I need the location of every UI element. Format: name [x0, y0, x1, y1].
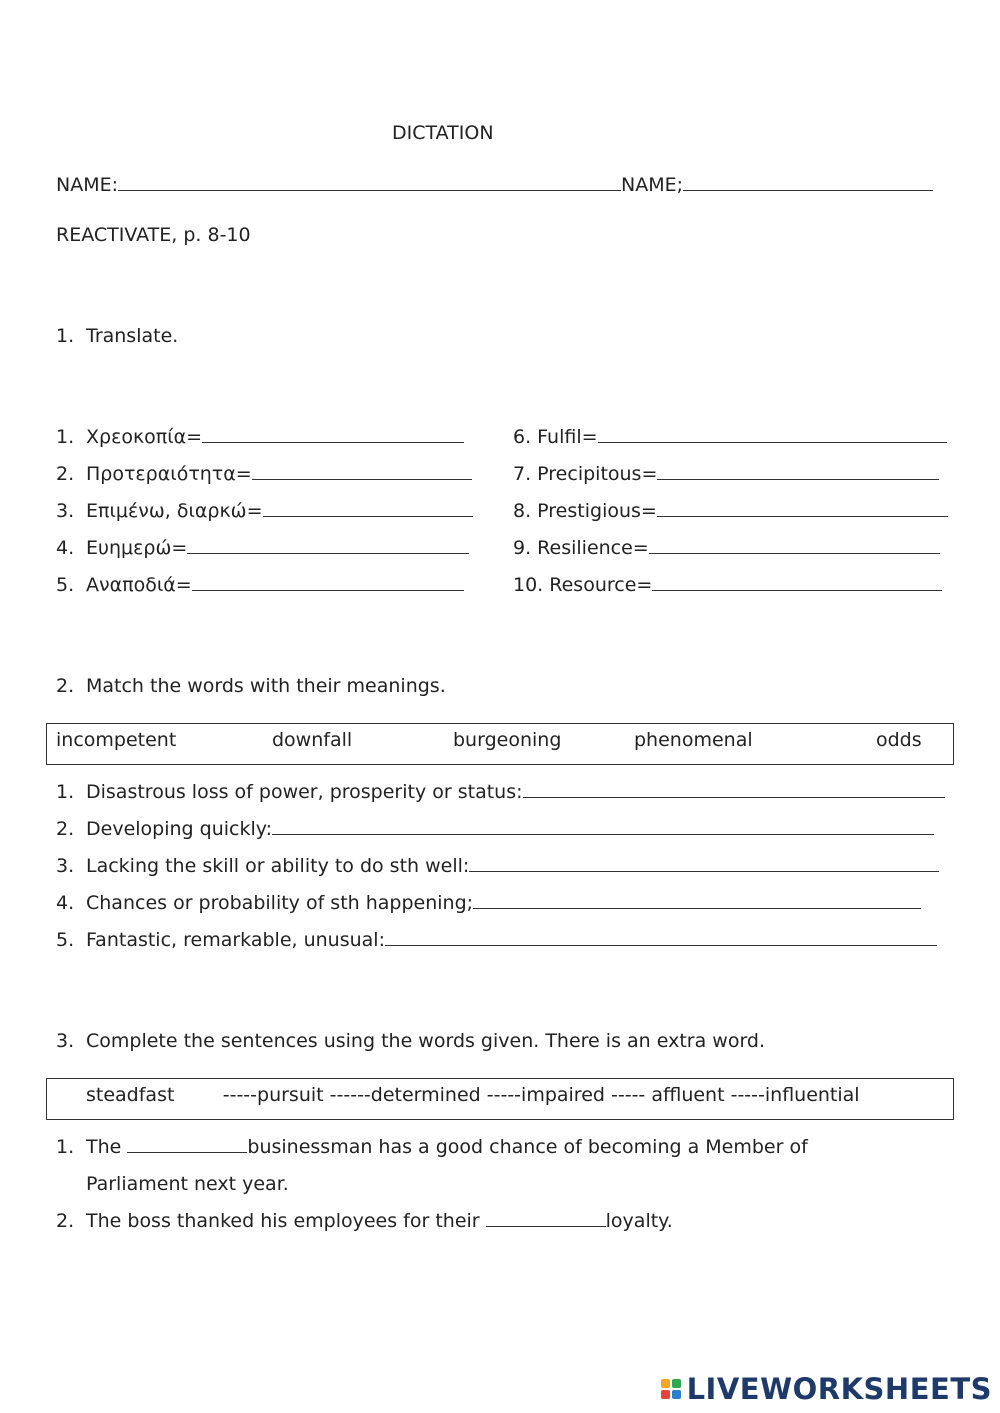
- answer-blank[interactable]: [486, 1209, 606, 1227]
- answer-blank[interactable]: [598, 425, 947, 443]
- item-number: 3.: [56, 500, 75, 522]
- logo-square: [661, 1390, 670, 1399]
- answer-blank[interactable]: [469, 854, 939, 872]
- item-label: 9. Resilience=: [513, 537, 649, 559]
- section3-number: 3.: [56, 1030, 75, 1052]
- list-item: [56, 817, 273, 841]
- answer-blank[interactable]: [252, 462, 472, 480]
- item-label: Chances or probability of sth happening;: [86, 892, 474, 914]
- word-bank-box: [46, 723, 954, 765]
- list-item: [56, 536, 188, 560]
- list-item: [56, 854, 470, 878]
- answer-blank[interactable]: [657, 499, 948, 517]
- liveworksheets-logo-icon: [661, 1379, 681, 1399]
- word-bank-box: [46, 1078, 954, 1120]
- list-item: [56, 780, 523, 804]
- section3-instruction: Complete the sentences using the words given. There is an extra word.: [86, 1030, 766, 1052]
- list-item: [56, 891, 474, 915]
- list-item: [56, 928, 385, 952]
- liveworksheets-logo[interactable]: [661, 1371, 992, 1407]
- word-bank-item: downfall: [272, 729, 353, 751]
- name-label-2: NAME;: [621, 174, 684, 196]
- list-item: [56, 499, 263, 523]
- list-item: [56, 1135, 808, 1159]
- sentence-end: businessman has a good chance of becoming a Member of: [247, 1136, 808, 1158]
- word-bank-text: steadfast -----pursuit ------determined -----impaired ----- affluent -----influential: [86, 1084, 860, 1106]
- answer-blank[interactable]: [272, 817, 934, 835]
- item-label: Προτεραιότητα=: [86, 463, 252, 485]
- item-label: Αναποδιά=: [86, 574, 192, 596]
- list-item: [56, 573, 192, 597]
- section1-instruction: Translate.: [86, 325, 179, 347]
- list-item: [56, 1209, 673, 1233]
- item-number: 5.: [56, 574, 75, 596]
- subtitle: REACTIVATE, p. 8-10: [56, 224, 251, 246]
- answer-blank[interactable]: [649, 536, 940, 554]
- item-label: Lacking the skill or ability to do sth well:: [86, 855, 470, 877]
- sentence-start: The boss thanked his employees for their: [86, 1210, 486, 1232]
- sentence-continuation: Parliament next year.: [86, 1173, 289, 1195]
- list-item: [513, 573, 942, 597]
- item-number: 3.: [56, 855, 75, 877]
- item-label: 10. Resource=: [513, 574, 653, 596]
- item-number: 2.: [56, 1210, 75, 1232]
- word-bank-item: phenomenal: [634, 729, 753, 751]
- item-number: 4.: [56, 892, 75, 914]
- sentence-start: The: [86, 1136, 128, 1158]
- item-label: Developing quickly:: [86, 818, 273, 840]
- name-label-1: NAME:: [56, 174, 119, 196]
- item-number: 2.: [56, 463, 75, 485]
- answer-blank[interactable]: [657, 462, 939, 480]
- item-number: 1.: [56, 1136, 75, 1158]
- logo-square: [672, 1390, 681, 1399]
- logo-text: LIVEWORKSHEETS: [686, 1372, 992, 1406]
- page-title: DICTATION: [392, 122, 494, 144]
- list-item: [56, 425, 203, 449]
- list-item: [56, 462, 252, 486]
- answer-blank[interactable]: [473, 891, 921, 909]
- item-label: 7. Precipitous=: [513, 463, 658, 485]
- item-label: Disastrous loss of power, prosperity or status:: [86, 781, 523, 803]
- answer-blank[interactable]: [385, 928, 937, 946]
- section2-instruction: Match the words with their meanings.: [86, 675, 446, 697]
- item-number: 2.: [56, 818, 75, 840]
- item-number: 5.: [56, 929, 75, 951]
- item-label: Fantastic, remarkable, unusual:: [86, 929, 385, 951]
- item-number: 1.: [56, 426, 75, 448]
- item-number: 4.: [56, 537, 75, 559]
- section1-number: 1.: [56, 325, 75, 347]
- word-bank-item: odds: [876, 729, 922, 751]
- answer-blank[interactable]: [263, 499, 473, 517]
- list-item: [513, 462, 939, 486]
- item-label: Χρεοκοπία=: [86, 426, 203, 448]
- item-label: 8. Prestigious=: [513, 500, 657, 522]
- word-bank-item: incompetent: [56, 729, 177, 751]
- answer-blank[interactable]: [652, 573, 942, 591]
- answer-blank[interactable]: [202, 425, 464, 443]
- answer-blank[interactable]: [127, 1135, 247, 1153]
- answer-blank[interactable]: [523, 780, 945, 798]
- sentence-end: loyalty.: [605, 1210, 673, 1232]
- name-field-2[interactable]: [683, 173, 933, 191]
- name-row: [56, 173, 933, 197]
- list-item: [513, 536, 940, 560]
- item-label: 6. Fulfil=: [513, 426, 598, 448]
- answer-blank[interactable]: [192, 573, 464, 591]
- word-bank-item: burgeoning: [453, 729, 562, 751]
- answer-blank[interactable]: [187, 536, 469, 554]
- logo-square: [661, 1379, 670, 1388]
- name-field-1[interactable]: [118, 173, 621, 191]
- item-number: 1.: [56, 781, 75, 803]
- list-item: [513, 499, 948, 523]
- item-label: Επιμένω, διαρκώ=: [86, 500, 263, 522]
- item-label: Ευημερώ=: [86, 537, 188, 559]
- list-item: [513, 425, 947, 449]
- section2-number: 2.: [56, 675, 75, 697]
- logo-square: [672, 1379, 681, 1388]
